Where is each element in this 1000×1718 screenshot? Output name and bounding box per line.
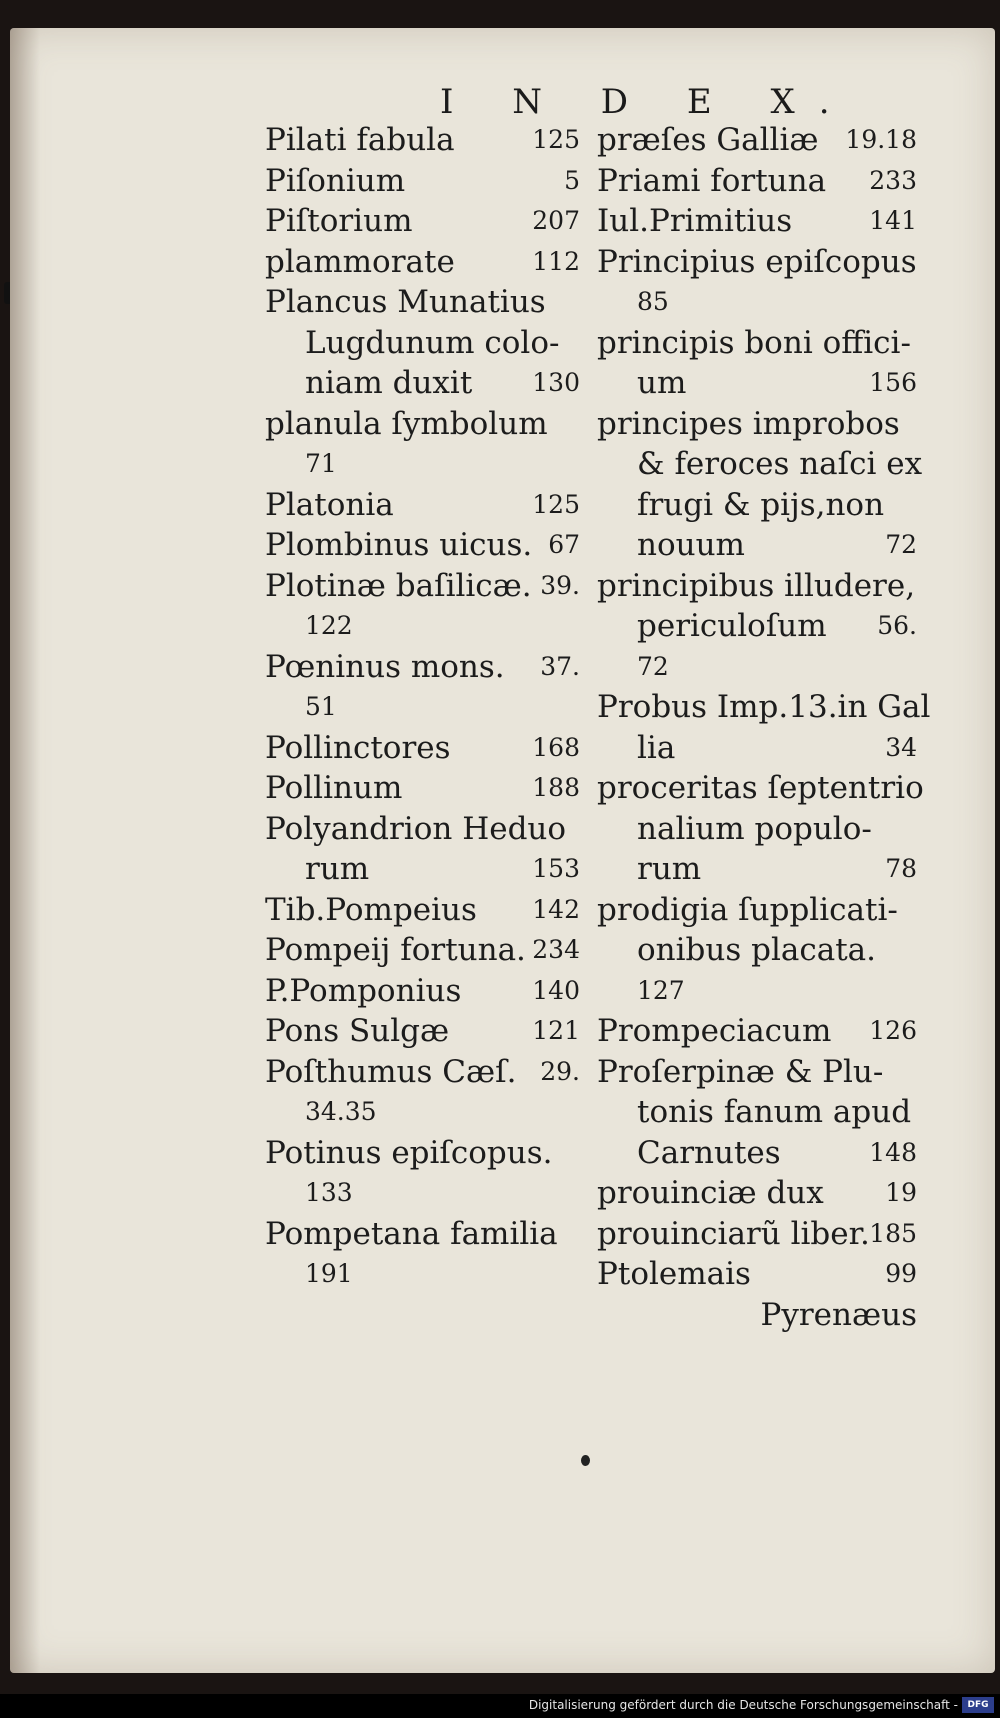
entry-headword-line <box>265 242 580 283</box>
entry-headword-line <box>597 687 931 728</box>
entry-headword-line <box>265 404 580 445</box>
entry-headword-line <box>265 1052 580 1093</box>
index-entry <box>265 282 580 404</box>
entry-page-number: 121 <box>532 1016 580 1045</box>
entry-headword-line <box>597 242 917 283</box>
entry-text: proceritas ſeptentrio <box>597 770 924 806</box>
entry-headword-line <box>597 890 917 931</box>
entry-continuation-line <box>597 485 917 526</box>
entry-page-number: 125 <box>532 489 580 519</box>
entry-headword-line <box>597 323 917 364</box>
entry-page-number: 39. <box>540 570 580 600</box>
index-column-left <box>265 120 580 1295</box>
index-entry <box>597 1254 917 1295</box>
entry-continuation-line <box>597 930 917 971</box>
entry-headword-line <box>265 768 580 809</box>
index-entry <box>597 1011 917 1052</box>
entry-text: principis boni offici- <box>597 324 911 361</box>
entry-continuation-line <box>597 525 917 566</box>
entry-continuation-line <box>265 444 580 485</box>
entry-text: Poſthumus Cæſ. <box>265 1053 517 1090</box>
entry-page-number: 99 <box>885 1259 917 1288</box>
index-entry <box>597 242 917 323</box>
entry-page-number: 191 <box>305 1259 353 1288</box>
entry-page-number: 141 <box>869 206 917 235</box>
entry-text: rum <box>637 851 702 887</box>
entry-text: Pœninus mons. <box>265 648 505 685</box>
entry-text: Iul.Primitius <box>597 203 793 239</box>
entry-text: niam duxit <box>305 365 473 401</box>
entry-headword-line <box>597 1173 917 1214</box>
entry-page-number: 34 <box>885 732 917 762</box>
index-entry <box>597 201 917 242</box>
entry-continuation-line <box>597 282 917 323</box>
entry-text: Principius epiſcopus <box>597 243 917 280</box>
index-entry <box>597 566 917 688</box>
index-entry <box>597 120 917 161</box>
entry-headword-line <box>265 1214 580 1255</box>
index-entry <box>265 485 580 526</box>
footer-bar <box>0 1694 1000 1718</box>
entry-text: Priami fortuna <box>597 162 827 199</box>
entry-text: Polyandrion Heduo <box>265 810 567 847</box>
index-entry <box>265 404 580 485</box>
entry-page-number: 127 <box>637 975 685 1005</box>
entry-headword-line <box>597 768 924 809</box>
entry-text: Plombinus uicus. <box>265 527 533 563</box>
entry-headword-line <box>265 971 580 1012</box>
index-entry <box>597 1173 917 1214</box>
entry-text: Carnutes <box>637 1134 781 1171</box>
entry-continuation-line <box>265 363 580 404</box>
entry-text: Pons Sulgæ <box>265 1013 450 1049</box>
entry-headword-line <box>597 566 917 607</box>
entry-continuation-line <box>265 849 580 890</box>
entry-page-number: 188 <box>532 773 580 802</box>
entry-headword-line <box>597 1011 917 1052</box>
entry-headword-line <box>597 1254 917 1295</box>
entry-continuation-line <box>597 728 917 769</box>
entry-headword-line <box>597 120 917 161</box>
entry-page-number: 207 <box>532 206 580 235</box>
catchword: Pyrenæus <box>760 1296 917 1333</box>
index-entry <box>597 1214 917 1255</box>
entry-continuation-line <box>265 1254 580 1295</box>
entry-text: Pilati fabula <box>265 122 455 158</box>
entry-page-number: 130 <box>532 368 580 397</box>
entry-page-number: 168 <box>532 732 580 762</box>
entry-continuation-line <box>265 1092 580 1133</box>
entry-headword-line <box>265 120 580 161</box>
entry-text: nouum <box>637 527 745 563</box>
index-entry <box>265 161 580 202</box>
entry-page-number: 56. <box>877 611 917 640</box>
entry-text: Pollinum <box>265 770 403 806</box>
entry-page-number: 153 <box>532 854 580 883</box>
index-entry <box>265 930 580 971</box>
entry-text: P.Pomponius <box>265 972 462 1009</box>
entry-text: Lugdunum colo- <box>305 324 560 361</box>
index-entry <box>265 201 580 242</box>
index-column-right <box>597 120 931 1335</box>
footer-credit: Digitalisierung gefördert durch die Deutsche Forschungsgemeinschaft - <box>528 1698 958 1712</box>
entry-headword-line <box>265 161 580 202</box>
index-entry <box>265 647 580 728</box>
entry-page-number: 19.18 <box>845 125 917 154</box>
entry-continuation-line <box>597 971 917 1012</box>
dfg-logo-icon: DFG <box>962 1697 994 1713</box>
entry-text: planula ſymbolum <box>265 405 548 442</box>
entry-continuation-line <box>597 1133 917 1174</box>
entry-headword-line <box>265 282 580 323</box>
entry-page-number: 148 <box>869 1137 917 1167</box>
entry-page-number: 122 <box>305 611 353 640</box>
entry-headword-line <box>597 161 917 202</box>
entry-text: & feroces naſci ex <box>637 446 923 482</box>
entry-text: Probus Imp.13.in Gal <box>597 689 931 725</box>
index-entry <box>265 768 580 809</box>
index-entry <box>265 566 580 647</box>
index-entry <box>597 404 923 566</box>
entry-headword-line <box>597 201 917 242</box>
entry-continuation-line <box>265 323 580 364</box>
entry-page-number: 234 <box>532 935 580 964</box>
entry-continuation-line <box>265 606 580 647</box>
entry-page-number: 71 <box>305 449 337 478</box>
entry-text: Tib.Pompeius <box>265 891 477 928</box>
index-entry <box>265 890 580 931</box>
entry-page-number: 126 <box>869 1016 917 1045</box>
index-entry <box>265 1214 580 1295</box>
index-entry <box>597 1052 917 1174</box>
entry-text: prouinciarũ liber. <box>597 1215 870 1252</box>
entry-page-number: 85 <box>637 287 669 316</box>
entry-page-number: 142 <box>532 894 580 924</box>
entry-page-number: 72 <box>885 530 917 559</box>
entry-page-number: 29. <box>540 1056 580 1086</box>
index-entry <box>597 161 917 202</box>
index-entry <box>265 525 580 566</box>
entry-headword-line <box>265 525 580 566</box>
entry-continuation-line <box>597 1092 917 1133</box>
entry-page-number: 233 <box>869 165 917 195</box>
entry-page-number: 19 <box>885 1178 917 1207</box>
entry-headword-line <box>597 404 917 445</box>
index-entry <box>265 971 580 1012</box>
ink-dot <box>581 1455 590 1466</box>
index-entry <box>265 1133 580 1214</box>
entry-headword-line <box>265 890 580 931</box>
entry-text: Pompeij fortuna. <box>265 932 526 968</box>
entry-text: principibus illudere, <box>597 567 916 604</box>
entry-continuation-line <box>597 809 917 850</box>
entry-text: nalium populo- <box>637 810 872 847</box>
entry-text: Piſonium <box>265 162 406 199</box>
index-entry <box>265 809 580 890</box>
entry-text: præſes Galliæ <box>597 122 819 158</box>
entry-text: Plotinæ baſilicæ. <box>265 567 532 604</box>
entry-text: Plancus Munatius <box>265 284 546 320</box>
entry-continuation-line <box>265 1173 580 1214</box>
entry-headword-line <box>265 566 580 607</box>
index-entry <box>265 242 580 283</box>
entry-text: Platonia <box>265 486 394 523</box>
entry-continuation-line <box>597 444 923 485</box>
entry-text: um <box>637 365 687 401</box>
entry-continuation-line <box>597 647 917 688</box>
entry-text: Pompetana familia <box>265 1215 558 1252</box>
entry-page-number: 37. <box>540 651 580 681</box>
entry-text: plammorate <box>265 243 455 280</box>
entry-page-number: 140 <box>532 975 580 1005</box>
entry-page-number: 67 <box>548 530 580 559</box>
entry-text: prodigia ſupplicati- <box>597 891 898 928</box>
entry-headword-line <box>597 1052 917 1093</box>
entry-page-number: 133 <box>305 1178 353 1207</box>
entry-continuation-line <box>597 606 917 647</box>
page-edge-shadow <box>10 28 40 1673</box>
entry-headword-line <box>265 728 580 769</box>
entry-page-number: 156 <box>869 368 917 397</box>
index-entry <box>597 768 924 890</box>
entry-text: Proſerpinæ & Plu- <box>597 1053 884 1090</box>
entry-page-number: 34.35 <box>305 1097 377 1126</box>
entry-text: tonis fanum apud <box>637 1094 912 1130</box>
entry-continuation-line <box>597 849 917 890</box>
entry-text: Ptolemais <box>597 1256 751 1292</box>
entry-text: Prompeciacum <box>597 1013 832 1049</box>
entry-page-number: 112 <box>532 246 580 276</box>
entry-headword-line <box>265 647 580 688</box>
index-entry <box>265 120 580 161</box>
entry-text: frugi & pijs,non <box>637 486 885 523</box>
entry-text: rum <box>305 851 370 887</box>
entry-text: Piſtorium <box>265 203 413 239</box>
entry-page-number: 72 <box>637 651 669 681</box>
entry-page-number: 78 <box>885 854 917 883</box>
entry-page-number: 5 <box>564 165 580 195</box>
entry-headword-line <box>597 1214 917 1255</box>
entry-text: onibus placata. <box>637 932 876 968</box>
index-entry <box>597 323 917 404</box>
entry-text: principes improbos <box>597 405 900 442</box>
entry-text: Pollinctores <box>265 729 451 766</box>
entry-headword-line <box>265 930 580 971</box>
entry-page-number: 51 <box>305 692 337 721</box>
entry-headword-line <box>265 1133 580 1174</box>
index-entry <box>265 728 580 769</box>
entry-text: periculoſum <box>637 608 827 644</box>
index-entry <box>265 1052 580 1133</box>
entry-text: Potinus epiſcopus. <box>265 1134 553 1171</box>
entry-text: lia <box>637 729 676 766</box>
index-entry <box>265 1011 580 1052</box>
entry-text: prouinciæ dux <box>597 1175 824 1211</box>
entry-page-number: 185 <box>869 1218 917 1248</box>
entry-headword-line <box>265 1011 580 1052</box>
entry-headword-line <box>265 201 580 242</box>
page-heading: I N D E X. <box>440 82 854 122</box>
index-entry <box>597 890 917 1012</box>
entry-continuation-line <box>597 363 917 404</box>
index-entry <box>597 687 931 768</box>
entry-headword-line <box>265 485 580 526</box>
entry-continuation-line <box>265 687 580 728</box>
entry-headword-line <box>265 809 580 850</box>
entry-page-number: 125 <box>532 125 580 154</box>
